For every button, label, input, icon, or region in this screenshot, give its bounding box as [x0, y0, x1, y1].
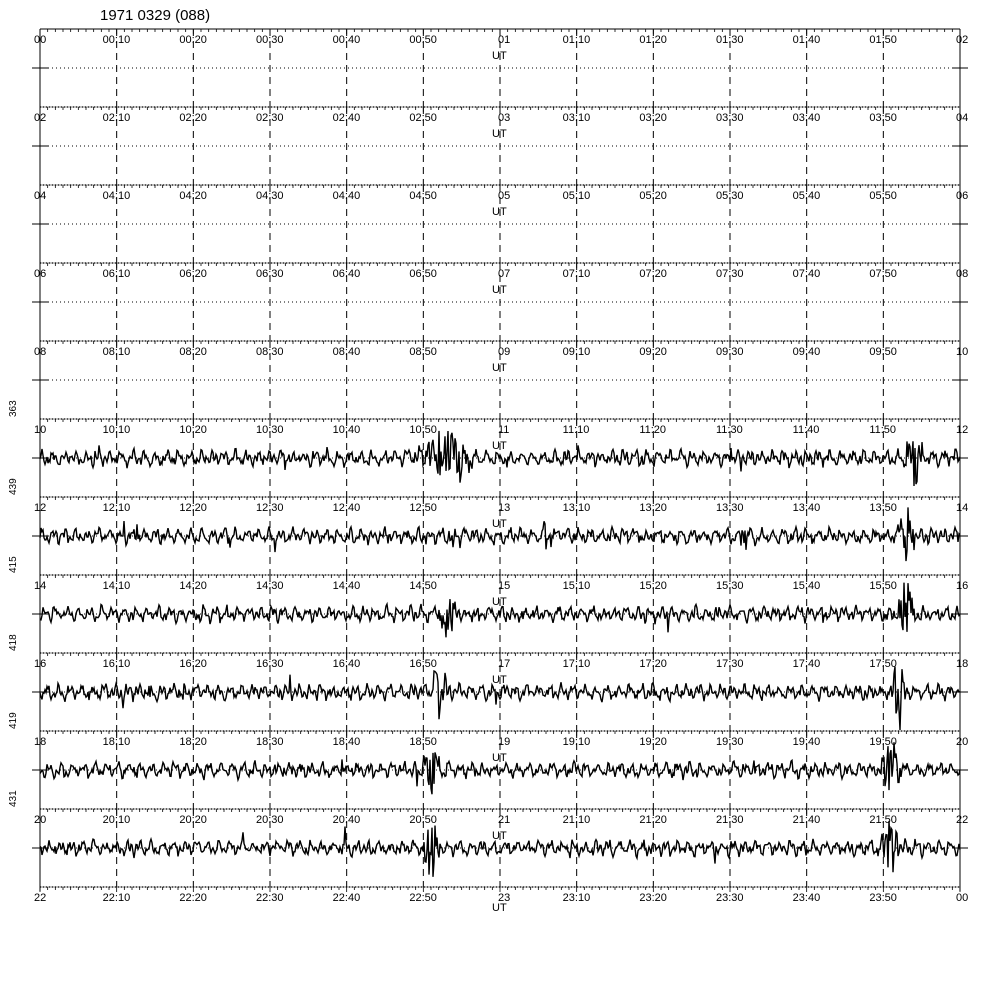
tick-label: 16:20	[179, 658, 207, 670]
tick-label: 16:10	[102, 658, 131, 670]
tick-label: 20	[956, 736, 969, 748]
tick-label: 09:20	[639, 346, 667, 358]
tick-label: 05:10	[562, 190, 591, 202]
tick-label: 22	[34, 892, 47, 904]
tick-label: 09:50	[869, 346, 897, 358]
row-side-label: 363	[8, 400, 19, 417]
tick-label: 06:40	[332, 268, 361, 280]
tick-label: 03:30	[716, 112, 744, 124]
tick-label: 23	[498, 892, 511, 904]
tick-label: 10	[34, 424, 47, 436]
tick-label: 20:10	[102, 814, 131, 826]
tick-label: 01:50	[869, 34, 897, 46]
tick-label: 19	[498, 736, 511, 748]
tick-label: 10:10	[102, 424, 131, 436]
tick-label: 20:30	[256, 814, 284, 826]
tick-label: 06:50	[409, 268, 437, 280]
row-side-label: 431	[8, 790, 19, 807]
tick-label: 15:30	[716, 580, 744, 592]
tick-label: 14:10	[102, 580, 131, 592]
tick-label: 17:40	[792, 658, 821, 670]
tick-label: 14	[956, 502, 969, 514]
tick-label: 22:10	[102, 892, 131, 904]
tick-label: 18:40	[332, 736, 361, 748]
tick-label: 19:20	[639, 736, 667, 748]
tick-label: 05	[498, 190, 511, 202]
tick-label: 18:20	[179, 736, 207, 748]
tick-label: 19:30	[716, 736, 744, 748]
tick-label: 17:20	[639, 658, 667, 670]
tick-label: 13:40	[792, 502, 821, 514]
tick-label: 22:30	[256, 892, 284, 904]
tick-label: 07:20	[639, 268, 667, 280]
tick-label: 21:50	[869, 814, 897, 826]
tick-label: 20:20	[179, 814, 207, 826]
tick-label: 14	[34, 580, 47, 592]
tick-label: 17:30	[716, 658, 744, 670]
tick-label: 06:30	[256, 268, 284, 280]
tick-label: 02:30	[256, 112, 284, 124]
chart-rows	[8, 29, 968, 914]
x-axis-label: UT	[492, 284, 507, 296]
tick-label: 13:30	[716, 502, 744, 514]
tick-label: 10	[956, 346, 969, 358]
tick-label: 22:40	[332, 892, 361, 904]
tick-label: 22:50	[409, 892, 437, 904]
tick-label: 11	[498, 424, 510, 436]
x-axis-label: UT	[492, 902, 507, 914]
x-axis-label: UT	[492, 440, 507, 452]
tick-label: 12:10	[102, 502, 131, 514]
tick-label: 21	[498, 814, 511, 826]
tick-label: 08:30	[256, 346, 284, 358]
row-10	[8, 400, 968, 497]
tick-label: 15	[498, 580, 511, 592]
x-axis-label: UT	[492, 674, 507, 686]
tick-label: 02:10	[102, 112, 131, 124]
tick-label: 19:40	[792, 736, 821, 748]
chart-title: 1971 0329 (088)	[100, 7, 211, 24]
tick-label: 13:50	[869, 502, 897, 514]
tick-label: 07:40	[792, 268, 821, 280]
row-12	[8, 478, 968, 575]
tick-label: 08	[956, 268, 969, 280]
tick-label: 10:40	[332, 424, 361, 436]
tick-label: 00:50	[409, 34, 437, 46]
tick-label: 00:30	[256, 34, 284, 46]
tick-label: 16	[34, 658, 47, 670]
tick-label: 12:20	[179, 502, 207, 514]
tick-label: 01:30	[716, 34, 744, 46]
tick-label: 01	[498, 34, 511, 46]
tick-label: 18:30	[256, 736, 284, 748]
tick-label: 23:50	[869, 892, 897, 904]
tick-label: 12:50	[409, 502, 437, 514]
row-2	[32, 107, 968, 185]
tick-label: 21:20	[639, 814, 667, 826]
tick-label: 20:50	[409, 814, 437, 826]
tick-label: 06	[34, 268, 47, 280]
tick-label: 04:20	[179, 190, 207, 202]
tick-label: 18	[34, 736, 47, 748]
tick-label: 14:20	[179, 580, 207, 592]
tick-label: 15:20	[639, 580, 667, 592]
tick-label: 10:50	[409, 424, 437, 436]
tick-label: 03	[498, 112, 511, 124]
x-axis-label: UT	[492, 362, 507, 374]
tick-label: 11:20	[639, 424, 667, 436]
tick-label: 03:50	[869, 112, 897, 124]
row-side-label: 415	[8, 556, 19, 573]
tick-label: 22	[956, 814, 969, 826]
tick-label: 04	[956, 112, 969, 124]
tick-label: 08	[34, 346, 47, 358]
tick-label: 12	[34, 502, 47, 514]
tick-label: 23:20	[639, 892, 667, 904]
tick-label: 19:10	[562, 736, 591, 748]
tick-label: 12:30	[256, 502, 284, 514]
x-axis-label: UT	[492, 206, 507, 218]
tick-label: 00:20	[179, 34, 207, 46]
tick-label: 04:30	[256, 190, 284, 202]
row-6	[32, 263, 968, 341]
tick-label: 10:30	[256, 424, 284, 436]
x-axis-label: UT	[492, 128, 507, 140]
tick-label: 07:50	[869, 268, 897, 280]
tick-label: 02	[956, 34, 969, 46]
x-axis-label: UT	[492, 830, 507, 842]
tick-label: 07:30	[716, 268, 744, 280]
tick-label: 11:40	[792, 424, 820, 436]
row-side-label: 419	[8, 712, 19, 729]
tick-label: 09:30	[716, 346, 744, 358]
tick-label: 13	[498, 502, 511, 514]
tick-label: 10:20	[179, 424, 207, 436]
tick-label: 08:40	[332, 346, 361, 358]
tick-label: 20:40	[332, 814, 361, 826]
tick-label: 14:40	[332, 580, 361, 592]
row-22	[34, 887, 968, 914]
tick-label: 05:30	[716, 190, 744, 202]
tick-label: 11:10	[562, 424, 590, 436]
row-0	[32, 29, 968, 107]
tick-label: 18	[956, 658, 969, 670]
x-axis-label: UT	[492, 752, 507, 764]
tick-label: 09	[498, 346, 511, 358]
tick-label: 01:20	[639, 34, 667, 46]
tick-label: 16:50	[409, 658, 437, 670]
row-14	[8, 556, 968, 653]
tick-label: 06:10	[102, 268, 131, 280]
tick-label: 16:40	[332, 658, 361, 670]
tick-label: 05:20	[639, 190, 667, 202]
tick-label: 14:30	[256, 580, 284, 592]
tick-label: 04:10	[102, 190, 131, 202]
tick-label: 23:10	[562, 892, 591, 904]
tick-label: 11:50	[869, 424, 897, 436]
tick-label: 11:30	[716, 424, 743, 436]
tick-label: 06:20	[179, 268, 207, 280]
tick-label: 13:20	[639, 502, 667, 514]
tick-label: 02:40	[332, 112, 361, 124]
row-8	[32, 341, 968, 419]
tick-label: 07	[498, 268, 511, 280]
x-axis-label: UT	[492, 596, 507, 608]
tick-label: 13:10	[562, 502, 591, 514]
tick-label: 03:20	[639, 112, 667, 124]
tick-label: 01:10	[562, 34, 591, 46]
row-side-label: 439	[8, 478, 19, 495]
tick-label: 21:10	[562, 814, 591, 826]
row-16	[8, 634, 968, 731]
row-18	[8, 712, 968, 809]
tick-label: 03:10	[562, 112, 591, 124]
tick-label: 00	[956, 892, 969, 904]
tick-label: 02:50	[409, 112, 437, 124]
row-20	[8, 790, 968, 887]
tick-label: 09:40	[792, 346, 821, 358]
x-axis-label: UT	[492, 50, 507, 62]
tick-label: 18:50	[409, 736, 437, 748]
tick-label: 16	[956, 580, 969, 592]
tick-label: 15:40	[792, 580, 821, 592]
tick-label: 02:20	[179, 112, 207, 124]
tick-label: 04:40	[332, 190, 361, 202]
tick-label: 14:50	[409, 580, 437, 592]
tick-label: 12	[956, 424, 969, 436]
tick-label: 08:50	[409, 346, 437, 358]
tick-label: 18:10	[102, 736, 131, 748]
tick-label: 06	[956, 190, 969, 202]
tick-label: 12:40	[332, 502, 361, 514]
tick-label: 17:50	[869, 658, 897, 670]
x-axis-label: UT	[492, 518, 507, 530]
tick-label: 02	[34, 112, 47, 124]
tick-label: 08:20	[179, 346, 207, 358]
tick-label: 17:10	[562, 658, 591, 670]
tick-label: 00	[34, 34, 47, 46]
tick-label: 20	[34, 814, 47, 826]
tick-label: 01:40	[792, 34, 821, 46]
tick-label: 05:50	[869, 190, 897, 202]
tick-label: 21:30	[716, 814, 744, 826]
tick-label: 15:10	[562, 580, 591, 592]
tick-label: 04:50	[409, 190, 437, 202]
tick-label: 09:10	[562, 346, 591, 358]
tick-label: 04	[34, 190, 47, 202]
tick-label: 15:50	[869, 580, 897, 592]
tick-label: 16:30	[256, 658, 284, 670]
tick-label: 21:40	[792, 814, 821, 826]
tick-label: 00:40	[332, 34, 361, 46]
row-4	[32, 185, 968, 263]
row-side-label: 418	[8, 634, 19, 651]
tick-label: 22:20	[179, 892, 207, 904]
tick-label: 00:10	[102, 34, 131, 46]
tick-label: 05:40	[792, 190, 821, 202]
tick-label: 23:30	[716, 892, 744, 904]
tick-label: 17	[498, 658, 511, 670]
tick-label: 03:40	[792, 112, 821, 124]
tick-label: 23:40	[792, 892, 821, 904]
tick-label: 08:10	[102, 346, 131, 358]
tick-label: 07:10	[562, 268, 591, 280]
tick-label: 19:50	[869, 736, 897, 748]
